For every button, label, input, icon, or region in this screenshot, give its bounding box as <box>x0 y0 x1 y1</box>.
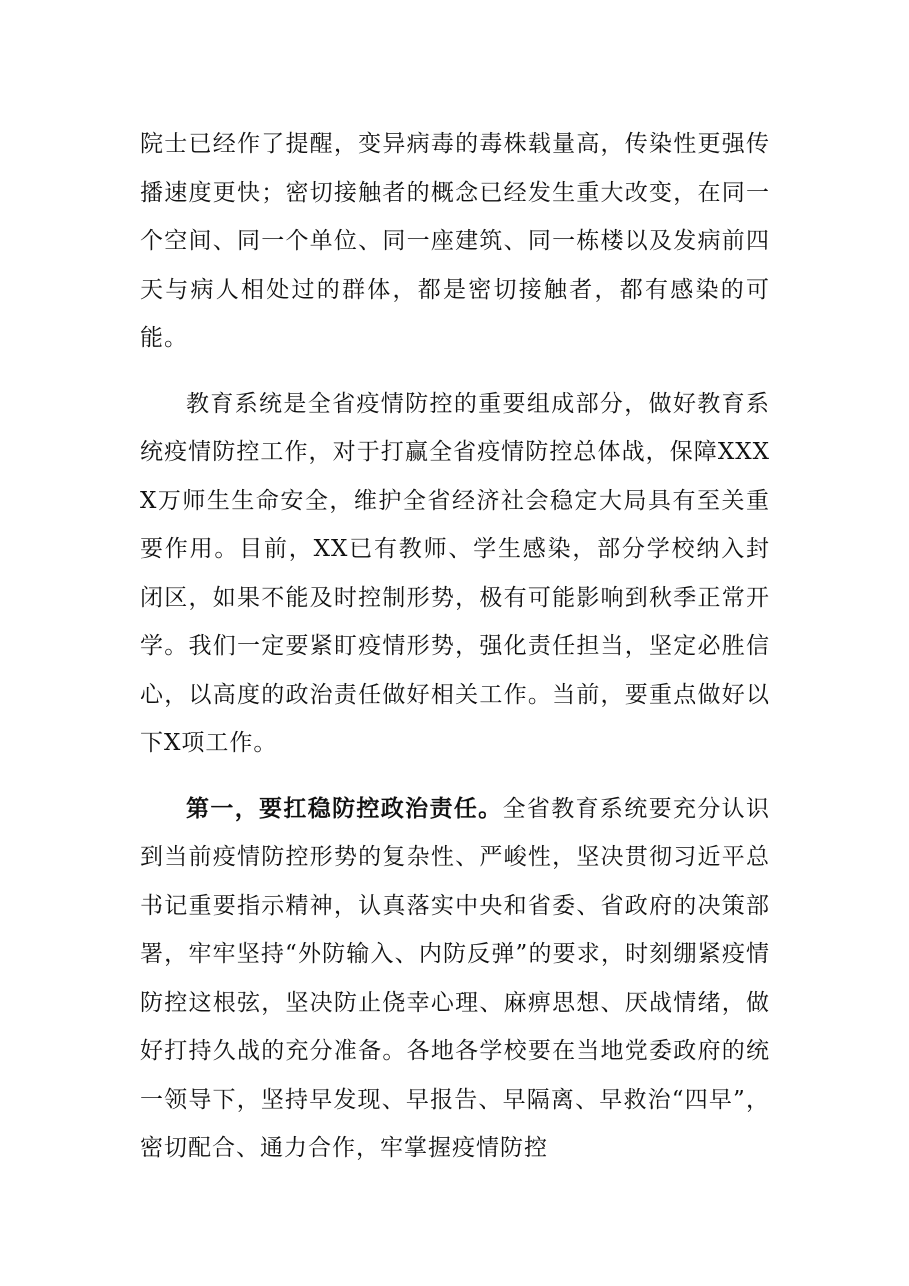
paragraph-education-system <box>140 380 770 768</box>
paragraph-text: 院士已经作了提醒，变异病毒的毒株载量高，传染性更强传播速度更快；密切接触者的概念已经发生重大改变，在同一个空间、同一个单位、同一座建筑、同一栋楼以及发病前四天与病人相处过的群体，都是密切接触者，都有感染的可能。 <box>140 131 770 351</box>
paragraph-continuation <box>140 120 770 363</box>
paragraph-lead-heading: 第一，要扛稳防控政治责任。 <box>186 795 503 822</box>
paragraph-text: 教育系统是全省疫情防控的重要组成部分，做好教育系统疫情防控工作，对于打赢全省疫情防控总体战，保障XXXX万师生生命安全，维护全省经济社会稳定大局具有至关重要作用。目前，XX已有教师、学生感染，部分学校纳入封闭区，如果不能及时控制形势，极有可能影响到秋季正常开学。我们一定要紧盯疫情形势，强化责任担当，坚定必胜信心，以高度的政治责任做好相关工作。当前，要重点做好以下X项工作。 <box>140 390 770 756</box>
document-body <box>140 120 770 1190</box>
paragraph-first-task <box>140 785 770 1173</box>
paragraph-text: 全省教育系统要充分认识到当前疫情防控形势的复杂性、严峻性，坚决贯彻习近平总书记重要指示精神，认真落实中央和省委、省政府的决策部署，牢牢坚持“外防输入、内防反弹”的要求，时刻绷紧疫情防控这根弦，坚决防止侥幸心理、麻痹思想、厌战情绪，做好打持久战的充分准备。各地各学校要在当地党委政府的统一领导下，坚持早发现、早报告、早隔离、早救治“四早”，密切配合、通力合作，牢掌握疫情防控 <box>140 795 771 1161</box>
